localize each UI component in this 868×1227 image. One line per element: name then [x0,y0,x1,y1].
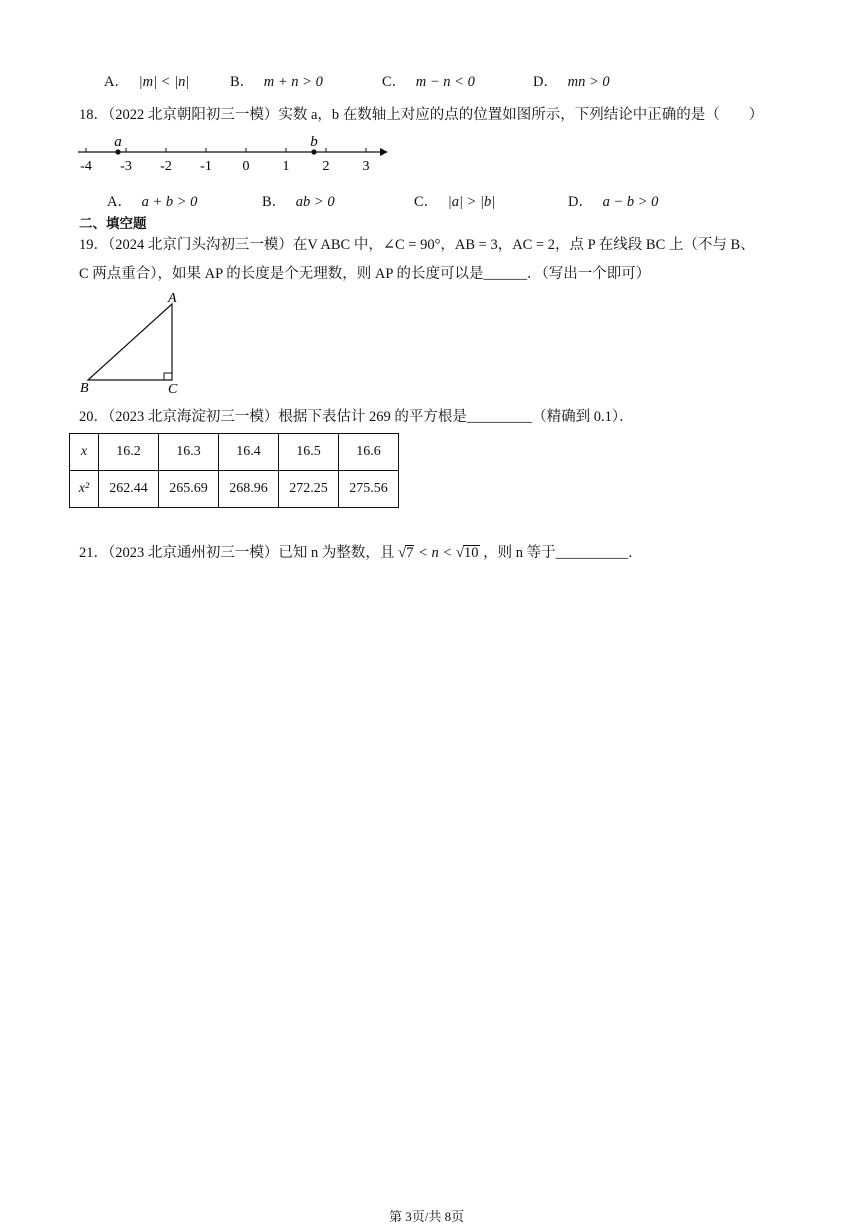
q20-table [69,433,399,508]
q17-option-a-expr: |m| < |n| [138,74,190,90]
q17-option-c-expr: m − n < 0 [415,74,475,90]
tick-label: -1 [200,159,212,174]
sqrt-icon: √ [455,545,465,561]
q21-suffix: ，则 n 等于__________． [483,545,643,561]
q18-option-c-expr: |a| > |b| [447,194,496,210]
q21-prefix: 21．（2023 北京通州初三一模）已知 n 为整数，且 [79,545,395,561]
table-cell: 16.5 [279,434,339,471]
page-footer: 第 3页/共 8页 [389,1209,465,1224]
q21-inequality: < n < [418,545,456,561]
q19-stem-line1: 19．（2024 北京门头沟初三一模）在V ABC 中，∠C = 90°，AB = 3，AC = 2，点 P 在线段 BC 上（不与 B、 [79,237,755,253]
table-cell: 265.69 [159,471,219,508]
vertex-label-a: A [168,291,177,306]
q18-option-a-expr: a + b > 0 [141,194,198,210]
q18-option-c-letter: C． [414,194,439,210]
q18-option-b [262,190,335,211]
point-label-b: b [310,134,318,150]
tick-label: 1 [282,159,290,174]
q21-stem [79,541,643,562]
table-row [70,434,399,471]
q17-option-a-letter: A． [104,74,129,90]
q18-option-d-expr: a − b > 0 [602,194,659,210]
q19-triangle-figure [74,288,204,398]
table-cell: 16.2 [99,434,159,471]
table-cell: 268.96 [219,471,279,508]
table-row-head-x2: x² [70,471,99,508]
q18-number-line [74,132,394,177]
q18-stem: 18．（2022 北京朝阳初三一模）实数 a，b 在数轴上对应的点的位置如图所示，下列结论中正确的是（ ） [79,107,764,123]
q18-option-b-letter: B． [262,194,287,210]
point-label-a: a [114,134,122,150]
tick-label: -4 [80,159,92,174]
tick-label: -3 [120,159,132,174]
q17-option-b [230,70,323,91]
q17-option-b-expr: m + n > 0 [263,74,323,90]
section-heading: 二、填空题 [79,216,147,232]
q17-option-d-letter: D． [533,74,558,90]
table-row [70,471,399,508]
table-cell: 272.25 [279,471,339,508]
triangle-abc [88,304,172,380]
q17-option-d [533,70,610,91]
arrow-icon [380,148,388,156]
vertex-label-c: C [168,382,178,397]
q17-option-d-expr: mn > 0 [567,74,610,90]
table-cell: 16.6 [339,434,399,471]
tick-label: -2 [160,159,172,174]
q18-option-a-letter: A． [107,194,132,210]
number-line-group [78,134,388,174]
q17-option-a [104,70,189,91]
tick-label: 2 [322,159,330,174]
q18-option-c [414,190,495,211]
q17-option-c-letter: C． [382,74,407,90]
q18-option-d [568,190,658,211]
q18-option-d-letter: D． [568,194,593,210]
q21-radicand-1: 7 [406,545,414,561]
q18-option-b-expr: ab > 0 [295,194,335,210]
q18-option-a [107,190,197,211]
table-cell: 16.3 [159,434,219,471]
tick-label: 3 [362,159,370,174]
right-angle-mark [164,373,172,380]
vertex-label-b: B [80,381,89,396]
table-cell: 262.44 [99,471,159,508]
q17-option-c [382,70,475,91]
sqrt-icon: √ [398,545,407,561]
tick-label: 0 [242,159,250,174]
q19-stem-line2: C 两点重合），如果 AP 的长度是个无理数，则 AP 的长度可以是______．（写出一个即可） [79,266,651,282]
q21-radicand-2: 10 [464,545,479,561]
q17-option-b-letter: B． [230,74,255,90]
point-b [311,149,316,154]
point-a [115,149,120,154]
table-cell: 16.4 [219,434,279,471]
table-cell: 275.56 [339,471,399,508]
q20-stem: 20．（2023 北京海淀初三一模）根据下表估计 269 的平方根是_________（精确到 0.1）． [79,409,634,425]
table-row-head-x: x [70,434,99,471]
